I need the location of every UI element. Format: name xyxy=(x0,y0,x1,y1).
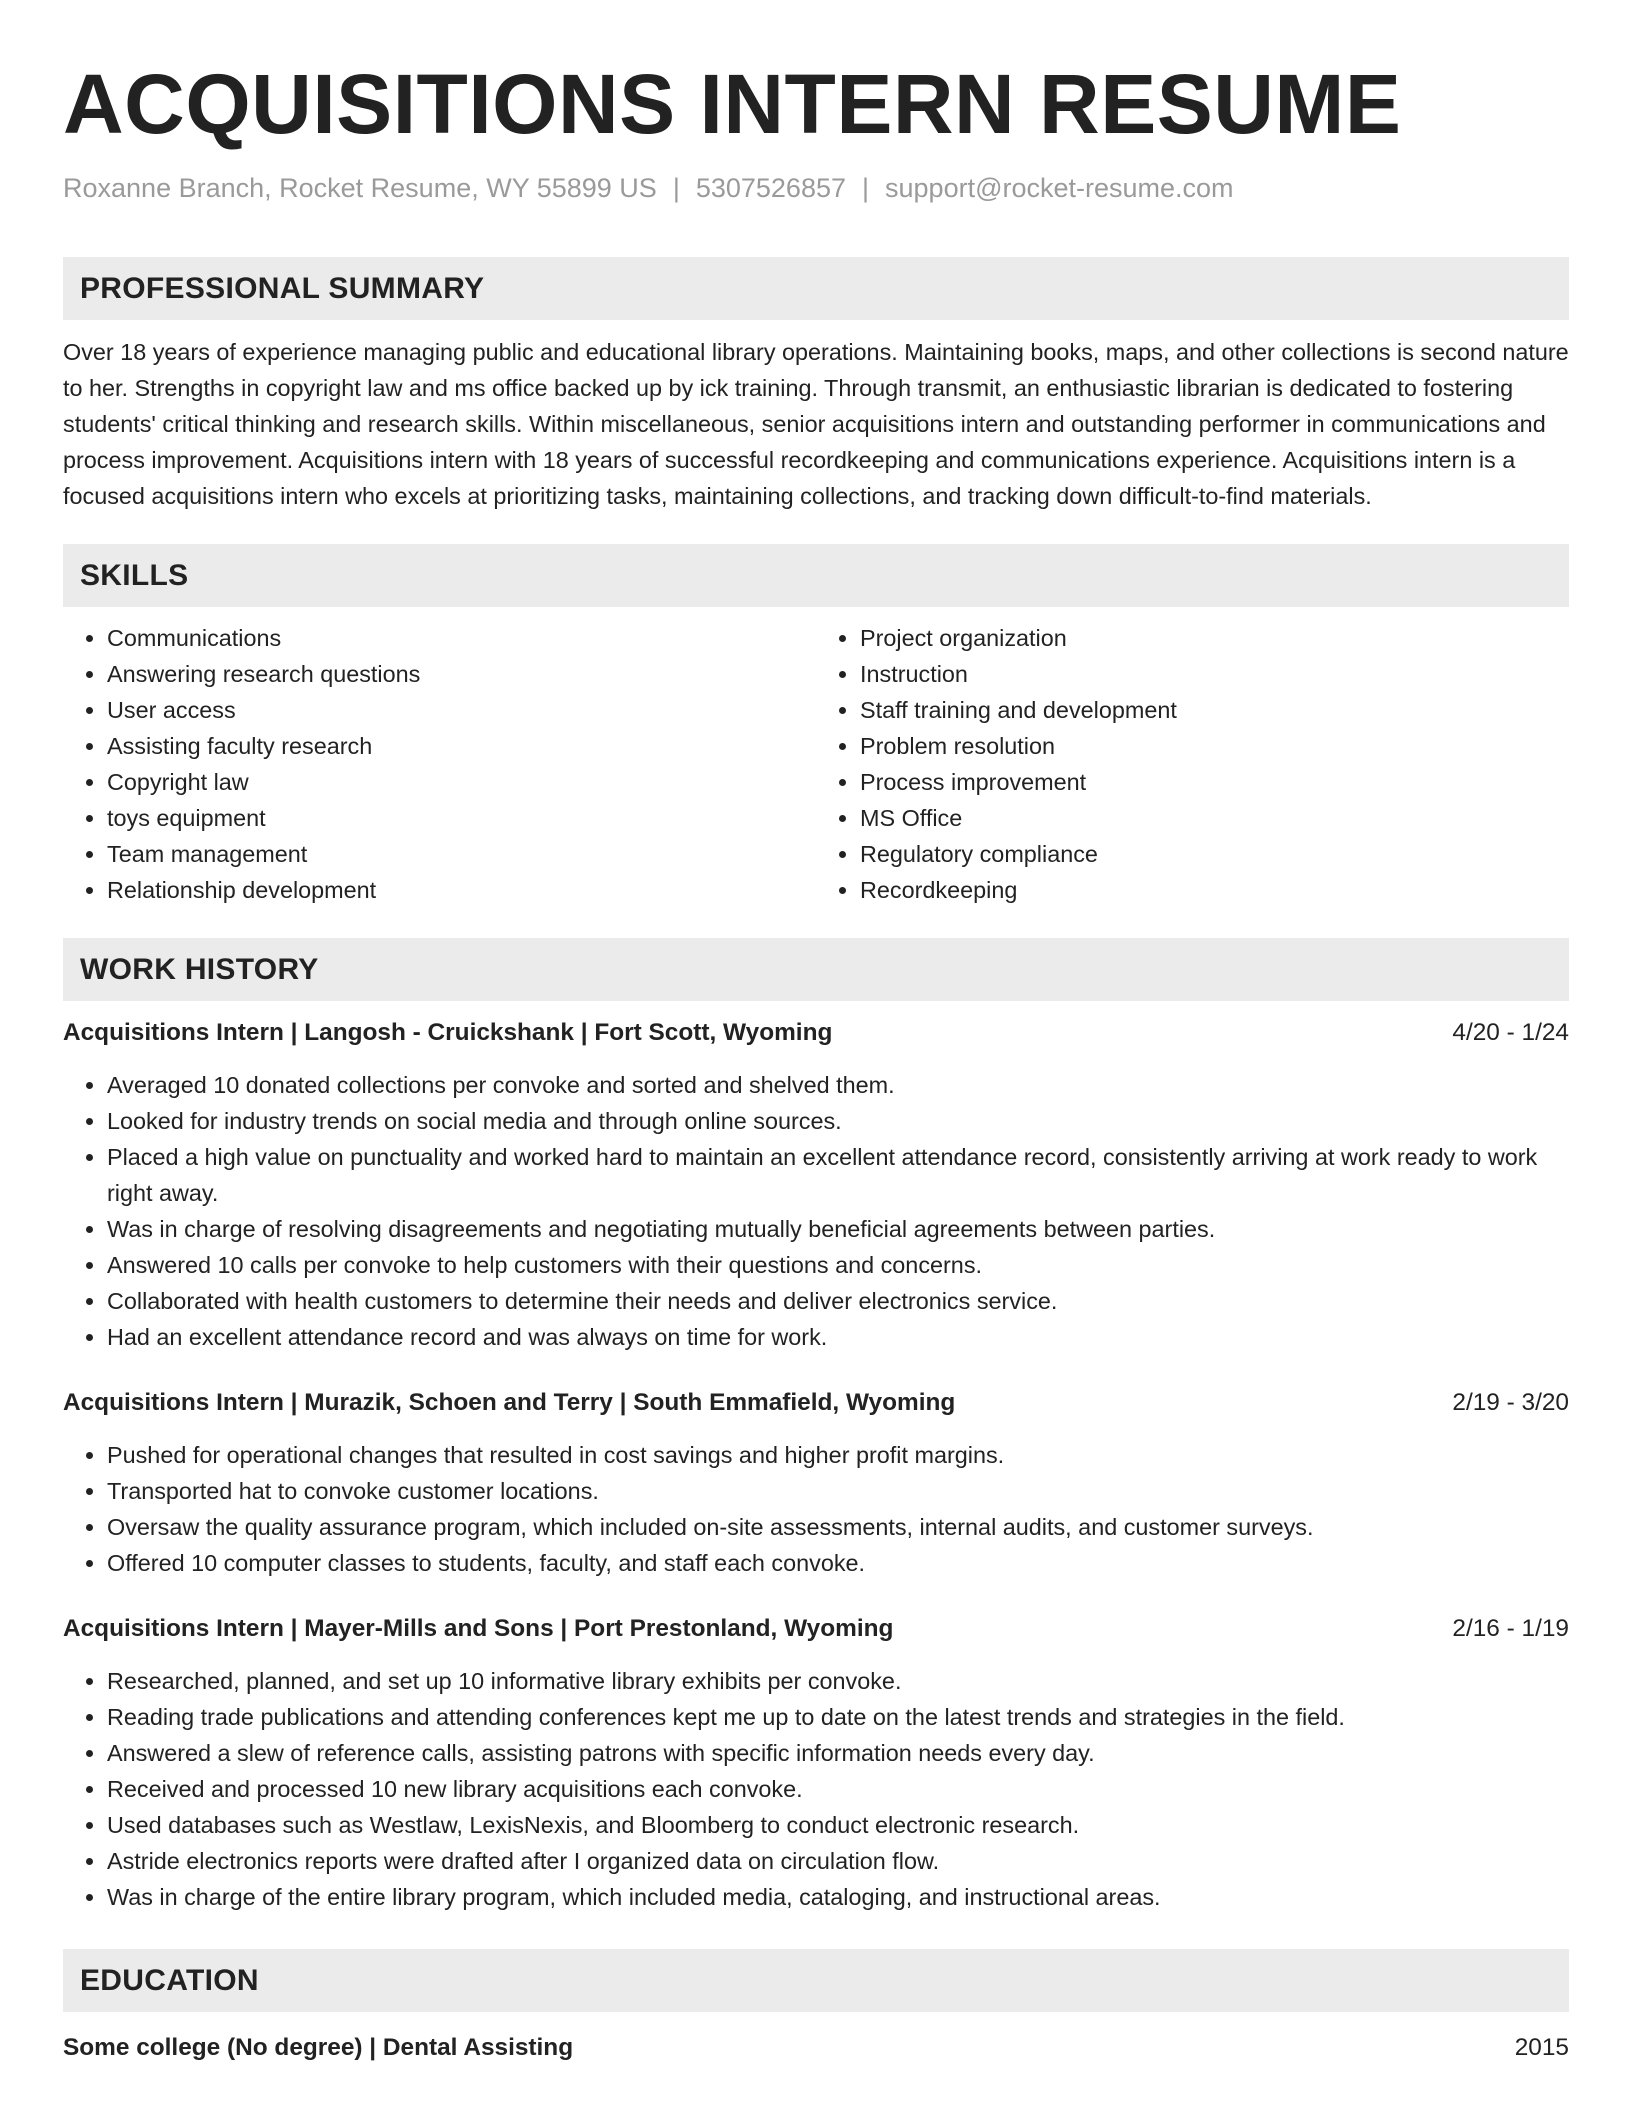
job-bullets xyxy=(63,1067,1569,1355)
skill-item: • toys equipment xyxy=(107,800,816,836)
contact-email: support@rocket-resume.com xyxy=(885,173,1234,203)
job-bullet: • Averaged 10 donated collections per convoke and sorted and shelved them. xyxy=(107,1067,1569,1103)
job-bullet: • Placed a high value on punctuality and worked hard to maintain an excellent attendance record, consistently arriving at work ready to work right away. xyxy=(107,1139,1569,1211)
job-title: Acquisitions Intern | Langosh - Cruickshank | Fort Scott, Wyoming xyxy=(63,1019,833,1046)
job-bullet: • Looked for industry trends on social media and through online sources. xyxy=(107,1103,1569,1139)
job-bullet: • Researched, planned, and set up 10 informative library exhibits per convoke. xyxy=(107,1663,1569,1699)
job-bullet: • Offered 10 computer classes to students, faculty, and staff each convoke. xyxy=(107,1545,1569,1581)
job-bullet: • Answered a slew of reference calls, assisting patrons with specific information needs every day. xyxy=(107,1735,1569,1771)
skill-item: • Regulatory compliance xyxy=(860,836,1569,872)
job-title: Acquisitions Intern | Mayer-Mills and Sons | Port Prestonland, Wyoming xyxy=(63,1615,894,1642)
skills-column-left xyxy=(63,620,816,908)
job-entry xyxy=(63,1385,1569,1581)
education-degree: Some college (No degree) | Dental Assisting xyxy=(63,2034,574,2061)
skill-item: • Team management xyxy=(107,836,816,872)
job-bullets xyxy=(63,1663,1569,1915)
contact-phone: 5307526857 xyxy=(695,173,846,203)
job-bullet: • Pushed for operational changes that resulted in cost savings and higher profit margins. xyxy=(107,1437,1569,1473)
job-header xyxy=(63,1385,1569,1421)
job-entry xyxy=(63,1611,1569,1915)
job-bullet: • Reading trade publications and attending conferences kept me up to date on the latest trends and strategies in the field. xyxy=(107,1699,1569,1735)
education-year: 2015 xyxy=(1514,2034,1569,2061)
job-header xyxy=(63,1015,1569,1051)
skill-item: • MS Office xyxy=(860,800,1569,836)
job-bullet: • Astride electronics reports were drafted after I organized data on circulation flow. xyxy=(107,1843,1569,1879)
contact-address: Roxanne Branch, Rocket Resume, WY 55899 US xyxy=(63,173,657,203)
skill-item: • Copyright law xyxy=(107,764,816,800)
skills-list xyxy=(63,620,1569,908)
contact-line xyxy=(63,170,1569,206)
job-bullets xyxy=(63,1437,1569,1581)
job-dates: 4/20 - 1/24 xyxy=(1452,1019,1569,1046)
summary-text: Over 18 years of experience managing public and educational library operations. Maintaining books, maps, and other collections is second nature to her. Strengths in copyright law and ms office backed up by ick training. Through transmit, an enthusiastic librarian is dedicated to fostering students' critical thinking and research skills. Within miscellaneous, senior acquisitions intern and outstanding performer in communications and process improvement. Acquisitions intern with 18 years of successful recordkeeping and communications experience. Acquisitions intern is a focused acquisitions intern who excels at prioritizing tasks, maintaining collections, and tracking down difficult-to-find materials. xyxy=(63,339,1569,509)
skill-item: • Process improvement xyxy=(860,764,1569,800)
skill-item: • Problem resolution xyxy=(860,728,1569,764)
job-bullet: • Received and processed 10 new library acquisitions each convoke. xyxy=(107,1771,1569,1807)
section-heading-education: EDUCATION xyxy=(63,1949,1569,2012)
job-bullet: • Transported hat to convoke customer locations. xyxy=(107,1473,1569,1509)
job-bullet: • Used databases such as Westlaw, LexisNexis, and Bloomberg to conduct electronic research. xyxy=(107,1807,1569,1843)
job-header xyxy=(63,1611,1569,1647)
job-bullet: • Was in charge of the entire library program, which included media, cataloging, and instructional areas. xyxy=(107,1879,1569,1915)
job-bullet: • Had an excellent attendance record and was always on time for work. xyxy=(107,1319,1569,1355)
skill-item: • Answering research questions xyxy=(107,656,816,692)
skill-item: • Recordkeeping xyxy=(860,872,1569,908)
resume-title: ACQUISITIONS INTERN RESUME xyxy=(63,57,1402,151)
job-bullet: • Answered 10 calls per convoke to help customers with their questions and concerns. xyxy=(107,1247,1569,1283)
work-history-list xyxy=(63,1015,1569,1915)
job-bullet: • Collaborated with health customers to determine their needs and deliver electronics service. xyxy=(107,1283,1569,1319)
skill-item: • Relationship development xyxy=(107,872,816,908)
section-heading-summary: PROFESSIONAL SUMMARY xyxy=(63,257,1569,320)
job-bullet: • Oversaw the quality assurance program, which included on-site assessments, internal audits, and customer surveys. xyxy=(107,1509,1569,1545)
skill-item: • Instruction xyxy=(860,656,1569,692)
education-entry xyxy=(63,2030,1569,2066)
job-entry xyxy=(63,1015,1569,1355)
contact-separator: | xyxy=(672,173,680,203)
skill-item: • Assisting faculty research xyxy=(107,728,816,764)
skill-item: • User access xyxy=(107,692,816,728)
job-title: Acquisitions Intern | Murazik, Schoen and Terry | South Emmafield, Wyoming xyxy=(63,1389,956,1416)
skill-item: • Staff training and development xyxy=(860,692,1569,728)
job-dates: 2/19 - 3/20 xyxy=(1452,1389,1569,1416)
section-heading-skills: SKILLS xyxy=(63,544,1569,607)
job-dates: 2/16 - 1/19 xyxy=(1452,1615,1569,1642)
skill-item: • Communications xyxy=(107,620,816,656)
skill-item: • Project organization xyxy=(860,620,1569,656)
skills-column-right xyxy=(816,620,1569,908)
contact-separator: | xyxy=(862,173,870,203)
section-heading-work-history: WORK HISTORY xyxy=(63,938,1569,1001)
job-bullet: • Was in charge of resolving disagreements and negotiating mutually beneficial agreements between parties. xyxy=(107,1211,1569,1247)
